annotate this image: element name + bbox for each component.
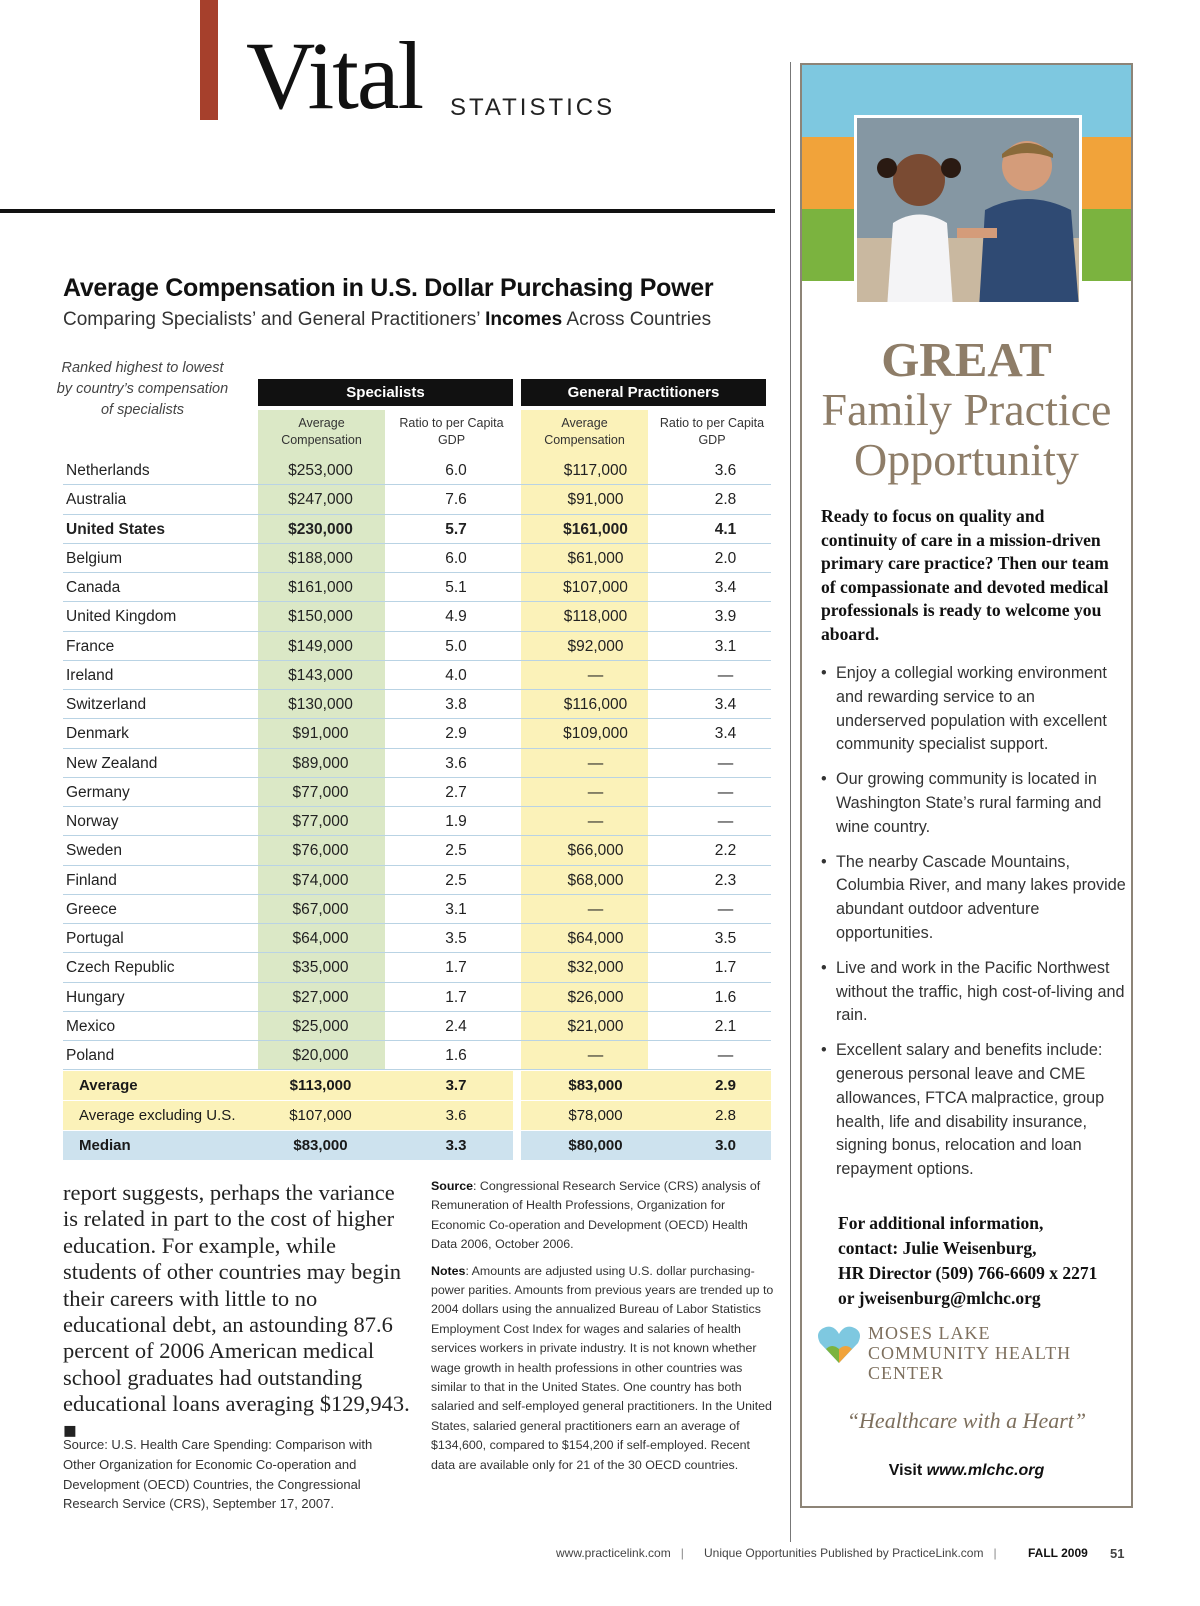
summary-row-average-excl-us — [63, 1101, 771, 1130]
table-row — [63, 485, 771, 514]
table-source — [431, 1177, 776, 1255]
cell-spec-avg: $77,000 — [292, 813, 349, 830]
article-source: Source: U.S. Health Care Spending: Comparison with Other Organization for Economic Co-operation and Development (OECD) Countries, the Congressional Research Service (CRS), September 17, 2007. — [63, 1437, 373, 1512]
cell-spec-ratio: 2.5 — [445, 871, 467, 889]
cell-gp-ratio: 2.2 — [714, 842, 737, 860]
cell-country: Australia — [66, 491, 127, 509]
contact-line: contact: Julie Weisenburg, — [838, 1238, 1037, 1258]
cell-gp-avg: $109,000 — [563, 725, 628, 743]
summary-row-median — [63, 1131, 771, 1160]
cell-spec-avg: $25,000 — [292, 1017, 349, 1035]
cell-spec-avg: $188,000 — [288, 549, 353, 567]
source-label: Source — [431, 1179, 474, 1193]
table-row — [63, 632, 771, 661]
title-accent-bar — [200, 0, 218, 120]
summary-spec-ratio: 3.6 — [445, 1107, 467, 1124]
cell-spec-avg: $247,000 — [288, 491, 353, 509]
cell-spec-ratio: 1.7 — [445, 988, 467, 1006]
cell-gp-avg: $92,000 — [567, 637, 624, 655]
cell-country: Ireland — [66, 666, 114, 684]
summary-spec-avg: $113,000 — [289, 1077, 352, 1094]
doctor-child-photo-icon — [857, 118, 1082, 305]
cell-spec-ratio: 7.6 — [445, 491, 467, 509]
table-row — [63, 1041, 771, 1070]
cell-gp-ratio: 3.5 — [714, 930, 737, 947]
cell-gp-ratio: 3.6 — [714, 462, 737, 479]
cell-spec-ratio: 4.0 — [445, 666, 467, 684]
cell-gp-ratio: — — [717, 900, 734, 918]
notes-label: Notes — [431, 1263, 466, 1278]
list-item: • The nearby Cascade Mountains, Columbia River, and many lakes provide abundant outdoor adventure opportunities. — [821, 851, 1126, 946]
ad-photo — [854, 115, 1082, 305]
cell-spec-ratio: 5.0 — [445, 637, 467, 655]
cell-gp-avg: $117,000 — [563, 462, 628, 479]
cell-spec-ratio: 3.8 — [445, 696, 467, 713]
footer-tagline: Unique Opportunities Published by PracticeLink.com — [704, 1546, 984, 1560]
cell-spec-ratio: 3.6 — [445, 754, 467, 772]
article-body: report suggests, perhaps the variance is related in part to the cost of higher education. For example, while students of other countries may begin their careers with little to no educational debt, an astounding 87.6 percent of 2006 American medical school graduates had outstanding educational loans averaging $129,943. ■ — [63, 1180, 410, 1443]
cell-gp-avg: $107,000 — [563, 579, 628, 596]
cell-gp-ratio: 3.1 — [714, 637, 737, 655]
table-row — [63, 778, 771, 807]
cell-country: Netherlands — [66, 462, 150, 479]
cell-spec-ratio: 6.0 — [445, 462, 467, 479]
summary-gp-avg: $80,000 — [568, 1137, 623, 1154]
cell-country: United Kingdom — [66, 608, 177, 626]
subtitle-pre: Comparing Specialists’ and General Practitioners’ — [63, 309, 486, 330]
column-divider — [790, 62, 791, 1542]
cell-gp-ratio: — — [717, 754, 734, 772]
cell-gp-avg: $61,000 — [567, 549, 624, 567]
cell-spec-avg: $89,000 — [292, 754, 349, 772]
header-specialists: Specialists — [258, 379, 513, 406]
cell-gp-avg: $116,000 — [563, 696, 628, 713]
logo-line-2: COMMUNITY HEALTH CENTER — [868, 1343, 1072, 1383]
cell-spec-avg: $20,000 — [292, 1047, 349, 1064]
table-source-notes — [431, 1177, 776, 1482]
cell-spec-ratio: 1.9 — [445, 813, 467, 830]
notes-text: : Amounts are adjusted using U.S. dollar purchasing-power parities. Amounts from previous years are trended up to 2004 dollars using the annualized Bureau of Labor Statistics Employment Cost Index for wages and salaries of health services workers in private industry. It is not known whether wage growth in health professions in other countries was similar to that in the United States. One country has both salaried and self-employed general practitioners. In the United States, salaried general practitioners earn an average of $134,600, compared to $154,200 if self-employed. Recent data are available only for 21 of the 30 OECD countries. — [431, 1263, 774, 1472]
table-row — [63, 661, 771, 690]
list-item: • Live and work in the Pacific Northwest without the traffic, high cost-of-living and rain. — [821, 957, 1126, 1028]
table-row — [63, 895, 771, 924]
visit-label: Visit — [888, 1462, 927, 1479]
cell-gp-avg: — — [587, 813, 604, 830]
cell-gp-ratio: — — [717, 666, 734, 684]
summary-spec-avg: $83,000 — [293, 1137, 348, 1154]
table-row — [63, 807, 771, 836]
page-number: 51 — [1110, 1546, 1125, 1561]
rank-note: Ranked highest to lowest by country’s compensation of specialists — [56, 360, 229, 418]
cell-spec-avg: $67,000 — [292, 900, 349, 918]
logo-text — [868, 1323, 1121, 1383]
subtitle-bold: Incomes — [485, 309, 563, 330]
ad-contact — [838, 1211, 1128, 1311]
subheader-gp-avg: Average Compensation — [521, 410, 648, 456]
cell-spec-ratio: 1.6 — [445, 1047, 467, 1064]
ad-headline-1: GREAT — [881, 332, 1052, 387]
table-row — [63, 1012, 771, 1041]
table-row — [63, 544, 771, 573]
cell-gp-ratio: 2.8 — [714, 491, 737, 509]
cell-country: Finland — [66, 871, 117, 889]
cell-spec-avg: $150,000 — [288, 608, 353, 626]
cell-country: Hungary — [66, 988, 125, 1006]
summary-label: Average excluding U.S. — [79, 1107, 236, 1124]
ad-tagline: “Healthcare with a Heart” — [846, 1408, 1087, 1433]
table-row — [63, 515, 771, 544]
summary-label: Average — [79, 1077, 138, 1094]
cell-country: Belgium — [66, 549, 122, 567]
cell-gp-avg: — — [587, 666, 604, 684]
footer-sep: | — [680, 1546, 684, 1560]
summary-label: Median — [79, 1137, 131, 1154]
table-row — [63, 749, 771, 778]
page-subtitle: STATISTICS — [450, 94, 616, 121]
ad-headline-2: Family Practice — [821, 384, 1112, 435]
table-notes — [431, 1262, 776, 1475]
visit-url-link[interactable]: www.mlchc.org — [926, 1462, 1045, 1479]
heart-logo-icon — [816, 1321, 862, 1367]
cell-gp-avg: — — [587, 783, 604, 801]
cell-country: Canada — [66, 579, 121, 596]
cell-gp-ratio: — — [717, 783, 734, 801]
clinic-logo — [816, 1321, 1121, 1383]
page-title: Vital — [246, 22, 423, 129]
cell-country: Portugal — [66, 930, 124, 947]
cell-country: Czech Republic — [66, 959, 175, 977]
cell-spec-ratio: 5.7 — [445, 520, 467, 538]
cell-gp-avg: $161,000 — [563, 520, 628, 538]
cell-gp-avg: — — [587, 1047, 604, 1064]
cell-spec-avg: $76,000 — [292, 842, 349, 860]
list-item: • Enjoy a collegial working environment and rewarding service to an underserved population with excellent community specialist support. — [821, 662, 1126, 757]
cell-country: Sweden — [66, 842, 123, 860]
cell-spec-avg: $35,000 — [292, 959, 349, 977]
cell-spec-ratio: 3.5 — [445, 930, 467, 947]
footer-tagline-wrap — [704, 1546, 997, 1560]
logo-line-1: MOSES LAKE — [868, 1323, 991, 1343]
table-row — [63, 983, 771, 1012]
cell-gp-avg: — — [587, 754, 604, 772]
summary-spec-avg: $107,000 — [289, 1107, 352, 1124]
table-title: Average Compensation in U.S. Dollar Purchasing Power — [63, 274, 714, 302]
cell-country: New Zealand — [66, 754, 158, 772]
summary-gap — [513, 1071, 521, 1161]
table-row — [63, 456, 771, 485]
cell-gp-ratio: — — [717, 1047, 734, 1064]
table-row — [63, 836, 771, 865]
list-item: • Excellent salary and benefits include: generous personal leave and CME allowances, FTCA malpractice, group health, life and disability insurance, signing bonus, relocation and loan repayment options. — [821, 1039, 1126, 1182]
footer-site[interactable]: www.practicelink.com — [556, 1546, 671, 1560]
table-subtitle — [63, 309, 711, 331]
footer-issue-label: FALL 2009 — [1028, 1546, 1088, 1560]
cell-country: Norway — [66, 813, 119, 830]
cell-spec-avg: $77,000 — [292, 783, 349, 801]
cell-spec-ratio: 3.1 — [445, 900, 467, 918]
source-text: : Congressional Research Service (CRS) analysis of Remuneration of Health Professions, Organization for Economic Co-operation and Development (OECD) Health Data 2006, October 2006. — [431, 1179, 761, 1252]
cell-gp-avg: $32,000 — [567, 959, 624, 977]
ad-visit — [802, 1462, 1131, 1480]
cell-gp-avg: $66,000 — [567, 842, 624, 860]
ad-benefits-list — [821, 662, 1126, 1193]
contact-email[interactable]: or jweisenburg@mlchc.org — [838, 1288, 1041, 1308]
cell-spec-avg: $149,000 — [288, 637, 353, 655]
cell-spec-ratio: 5.1 — [445, 579, 467, 596]
cell-country: France — [66, 637, 115, 655]
cell-spec-avg: $161,000 — [288, 579, 353, 596]
summary-gp-avg: $83,000 — [568, 1077, 623, 1094]
table-row — [63, 690, 771, 719]
cell-gp-ratio: — — [717, 813, 734, 830]
header-rule — [0, 209, 775, 213]
cell-spec-avg: $130,000 — [288, 696, 353, 713]
ad-lead-text: Ready to focus on quality and continuity of care in a mission-driven primary care practice? Then our team of compassionate and devoted medical professionals is ready to welcome you aboard. — [821, 506, 1109, 644]
subheader-spec-ratio: Ratio to per Capita GDP — [399, 416, 504, 447]
cell-spec-ratio: 1.7 — [445, 959, 467, 977]
cell-gp-avg: — — [587, 900, 604, 918]
ad-headline-3: Opportunity — [854, 434, 1079, 485]
cell-spec-avg: $253,000 — [288, 462, 353, 479]
cell-spec-avg: $74,000 — [292, 871, 349, 889]
subheader-gp-ratio: Ratio to per Capita GDP — [659, 416, 765, 447]
contact-line: HR Director (509) 766-6609 x 2271 — [838, 1263, 1098, 1283]
cell-gp-ratio: 1.6 — [714, 988, 737, 1006]
cell-gp-ratio: 3.9 — [714, 608, 737, 626]
job-advertisement — [800, 63, 1133, 1508]
ad-headline — [802, 332, 1131, 485]
summary-gp-avg: $78,000 — [568, 1107, 623, 1124]
header-general-practitioners: General Practitioners — [521, 379, 766, 406]
cell-gp-avg: $68,000 — [567, 871, 624, 889]
cell-spec-ratio: 2.9 — [445, 725, 467, 743]
footer-sep: | — [993, 1546, 997, 1560]
cell-gp-avg: $118,000 — [563, 608, 628, 626]
cell-country: Poland — [66, 1047, 115, 1064]
table-row — [63, 573, 771, 602]
cell-gp-ratio: 3.4 — [714, 725, 737, 743]
cell-country: Greece — [66, 900, 117, 918]
subtitle-post: Across Countries — [562, 309, 712, 330]
table-row — [63, 924, 771, 953]
summary-spec-ratio: 3.7 — [445, 1077, 467, 1094]
summary-gp-ratio: 3.0 — [715, 1137, 736, 1154]
subheader-spec-avg: Average Compensation — [258, 410, 385, 456]
cell-spec-avg: $143,000 — [288, 666, 353, 684]
cell-country: Denmark — [66, 725, 129, 743]
table-row — [63, 602, 771, 631]
cell-spec-avg: $91,000 — [292, 725, 349, 743]
summary-spec-ratio: 3.3 — [445, 1137, 467, 1154]
cell-country: Mexico — [66, 1017, 116, 1035]
table-row — [63, 866, 771, 895]
compensation-table — [63, 456, 771, 1070]
cell-spec-avg: $27,000 — [292, 988, 349, 1006]
cell-gp-ratio: 2.0 — [714, 549, 737, 567]
cell-spec-ratio: 2.7 — [445, 783, 467, 801]
summary-gp-ratio: 2.9 — [715, 1077, 736, 1094]
cell-gp-ratio: 2.3 — [714, 871, 737, 889]
contact-line: For additional information, — [838, 1213, 1044, 1233]
cell-gp-avg: $91,000 — [567, 491, 624, 509]
table-row — [63, 719, 771, 748]
cell-country: United States — [66, 520, 166, 538]
cell-spec-avg: $230,000 — [288, 520, 353, 538]
cell-gp-avg: $64,000 — [567, 930, 624, 947]
cell-gp-ratio: 2.1 — [714, 1017, 737, 1035]
cell-gp-avg: $21,000 — [567, 1017, 624, 1035]
cell-spec-ratio: 2.5 — [445, 842, 467, 860]
cell-gp-ratio: 4.1 — [714, 520, 737, 538]
cell-gp-ratio: 3.4 — [714, 579, 737, 596]
footer-site-link[interactable] — [556, 1546, 684, 1560]
cell-gp-avg: $26,000 — [567, 988, 624, 1006]
list-item: • Our growing community is located in Washington State’s rural farming and wine country. — [821, 768, 1126, 839]
cell-spec-ratio: 2.4 — [445, 1017, 467, 1035]
cell-country: Switzerland — [66, 696, 147, 713]
footer-issue — [1028, 1546, 1088, 1560]
cell-spec-avg: $64,000 — [292, 930, 349, 947]
cell-country: Germany — [66, 783, 130, 801]
cell-gp-ratio: 1.7 — [714, 959, 737, 977]
summary-gp-ratio: 2.8 — [715, 1107, 736, 1124]
cell-spec-ratio: 4.9 — [445, 608, 467, 626]
summary-row-average — [63, 1071, 771, 1100]
table-row — [63, 953, 771, 982]
cell-gp-ratio: 3.4 — [714, 696, 737, 713]
cell-spec-ratio: 6.0 — [445, 549, 467, 567]
